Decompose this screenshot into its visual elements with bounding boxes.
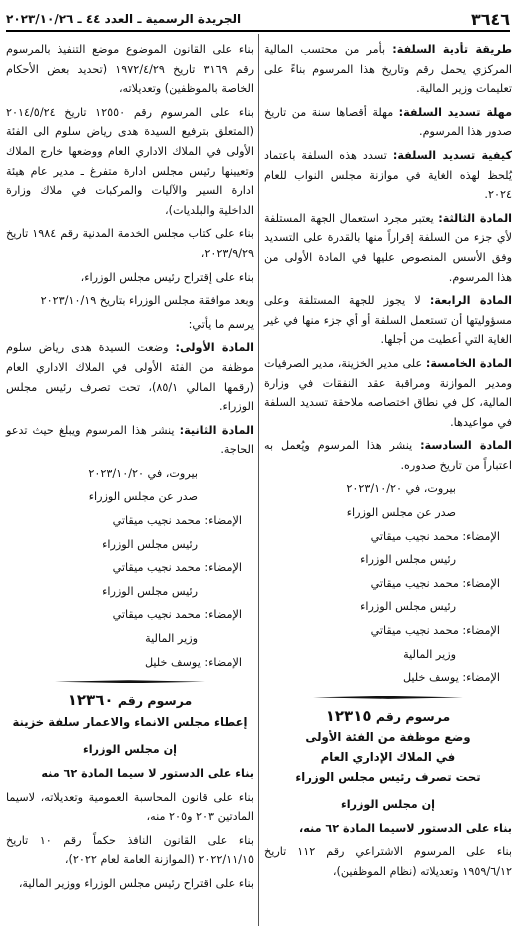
paragraph: بناء على القانون الموضوع موضع التنفيذ بالمرسوم رقم ٣١٦٩ تاريخ ١٩٧٢/٤/٢٩ (تحديد بعض الأحكام الخاصة بالموظفين) وتعديلاته،: [6, 43, 254, 96]
section-separator: [313, 692, 463, 702]
signature-line: رئيس مجلس الوزراء: [360, 600, 456, 614]
article-5: المادة الخامسة: على مدير الخزينة، مدير الصرفيات ومدير الموازنة ومراقبة عقد النفقات في وزارة المالية، كل في نطاق اختصاصه ملاحقة تسديد السلفة في مواعيدها.: [264, 356, 512, 429]
paragraph: طريقة تأدية السلفة: بأمر من محتسب المالية المركزي يحمل رقم وتاريخ هذا المرسوم بناءً على تعليمات وزير المالية.: [264, 43, 512, 96]
signature-line: الإمضاء: محمد نجيب ميقاتي: [370, 624, 500, 638]
paragraph: بناء على اقتراح رئيس مجلس الوزراء ووزير المالية،: [18, 876, 254, 890]
page-header: [6, 8, 510, 32]
signature-line: صدر عن مجلس الوزراء: [88, 490, 198, 504]
signature-line: الإمضاء: محمد نجيب ميقاتي: [370, 576, 500, 590]
signature-line: الإمضاء: يوسف خليل: [402, 671, 500, 685]
article-4: المادة الرابعة: لا يجوز للجهة المستلفة وعلى مسؤوليتها أن تستعمل السلفة أو أي جزء منها في غير الغاية التي أعطيت من أجلها.: [264, 294, 512, 347]
signature-line: صدر عن مجلس الوزراء: [346, 506, 456, 520]
signature-line: رئيس مجلس الوزراء: [102, 584, 198, 598]
preamble: إن مجلس الوزراء: [340, 798, 436, 812]
signature-line: رئيس مجلس الوزراء: [102, 537, 198, 551]
signature-line: وزير المالية: [145, 632, 198, 646]
decree-heading: مرسوم رقم ١٢٣١٥: [325, 706, 451, 725]
column-divider: [258, 34, 259, 926]
paragraph: يرسم ما يأتي:: [188, 317, 254, 331]
decree-subject: تحت تصرف رئيس مجلس الوزراء: [295, 769, 481, 784]
section-separator: [55, 676, 205, 686]
right-column: [264, 40, 512, 886]
paragraph: كيفية تسديد السلفة: تسدد هذه السلفة باعتماد يُلحظ لهذه الغاية في موازنة مجلس النواب للعام ٢٠٢٤.: [264, 148, 512, 202]
page-number: ٣٦٤٦: [470, 9, 510, 29]
paragraph: وبعد موافقة مجلس الوزراء بتاريخ ٢٠٢٣/١٠/١٩: [40, 294, 254, 308]
decree-subject: في الملاك الإداري العام: [320, 750, 456, 764]
decree-date: بيروت، في ٢٠٢٣/١٠/٢٠: [88, 466, 198, 480]
paragraph: بناء على القانون النافذ حكماً رقم ١٠ تاريخ ٢٠٢٢/١١/١٥ (الموازنة العامة لعام ٢٠٢٢)،: [6, 833, 254, 867]
decree-heading: مرسوم رقم ١٢٣٦٠: [67, 691, 193, 710]
signature-line: الإمضاء: محمد نجيب ميقاتي: [370, 529, 500, 543]
signature-line: وزير المالية: [403, 647, 456, 661]
article-2: المادة الثانية: ينشر هذا المرسوم ويبلغ حيث تدعو الحاجة.: [6, 423, 254, 457]
preamble: إن مجلس الوزراء: [82, 743, 178, 757]
constitution-clause: بناء على الدستور لاسيما المادة ٦٢ منه،: [298, 821, 512, 835]
signature-line: الإمضاء: محمد نجيب ميقاتي: [112, 514, 242, 528]
decree-subject: إعطاء مجلس الانماء والاعمار سلفة خزينة: [12, 714, 248, 729]
signature-line: الإمضاء: محمد نجيب ميقاتي: [112, 608, 242, 622]
paragraph: بناء على المرسوم رقم ١٢٥٥٠ تاريخ ٢٠١٤/٥/٢٤ (المتعلق بترفيع السيدة هدى رياض سلوم الى الفئة الأولى في الملاك الاداري العام ووضعها خارج الملاك وتعيينها رئيس مجلس ادارة متفرغ ـ مدير عام هيئة ادارة السير والآليات والمركبات في ملاك وزارة الداخلية والبلديات)،: [6, 105, 255, 217]
article-6: المادة السادسة: ينشر هذا المرسوم ويُعمل به اعتباراً من تاريخ صدوره.: [264, 439, 512, 472]
decree-date: بيروت، في ٢٠٢٣/١٠/٢٠: [346, 482, 456, 496]
issue-info: الجريدة الرسمية ـ العدد ٤٤ ـ ٢٠٢٣/١٠/٢٦: [6, 12, 242, 26]
paragraph: بناء على قانون المحاسبة العمومية وتعديلاته، لاسيما المادتين ٢٠٣ و٢٠٥ منه،: [6, 790, 254, 824]
paragraph: مهلة تسديد السلفة: مهلة أقصاها سنة من تاريخ صدور هذا المرسوم.: [264, 105, 512, 139]
signature-line: الإمضاء: محمد نجيب ميقاتي: [112, 561, 242, 575]
decree-subject: وضع موظفة من الفئة الأولى: [305, 730, 471, 745]
left-column: [6, 40, 254, 898]
paragraph: بناء على المرسوم الاشتراعي رقم ١١٢ تاريخ ١٩٥٩/٦/١٢ وتعديلاته (نظام الموظفين)،: [264, 845, 512, 878]
signature-line: رئيس مجلس الوزراء: [360, 553, 456, 567]
paragraph: بناء على كتاب مجلس الخدمة المدنية رقم ١٩٨٤ تاريخ ٢٠٢٣/٩/٢٩،: [6, 227, 254, 260]
constitution-clause: بناء على الدستور لا سيما المادة ٦٢ منه: [41, 767, 254, 780]
article-1: المادة الأولى: وضعت السيدة هدى رياض سلوم موظفة من الفئة الأولى في الملاك الاداري العام (رقمها المالي ٨٥/١)، تحت تصرف رئيس مجلس الوزراء.: [6, 341, 255, 414]
signature-line: الإمضاء: يوسف خليل: [144, 655, 242, 669]
paragraph: بناء على إقتراح رئيس مجلس الوزراء،: [80, 270, 254, 284]
article-3: المادة الثالثة: يعتبر مجرد استعمال الجهة المستلفة لأي جزء من السلفة إقراراً منها بالقدرة على التسديد وفق الأسس المنصوص عليها في المادة الأولى من هذا المرسوم.: [264, 211, 512, 284]
